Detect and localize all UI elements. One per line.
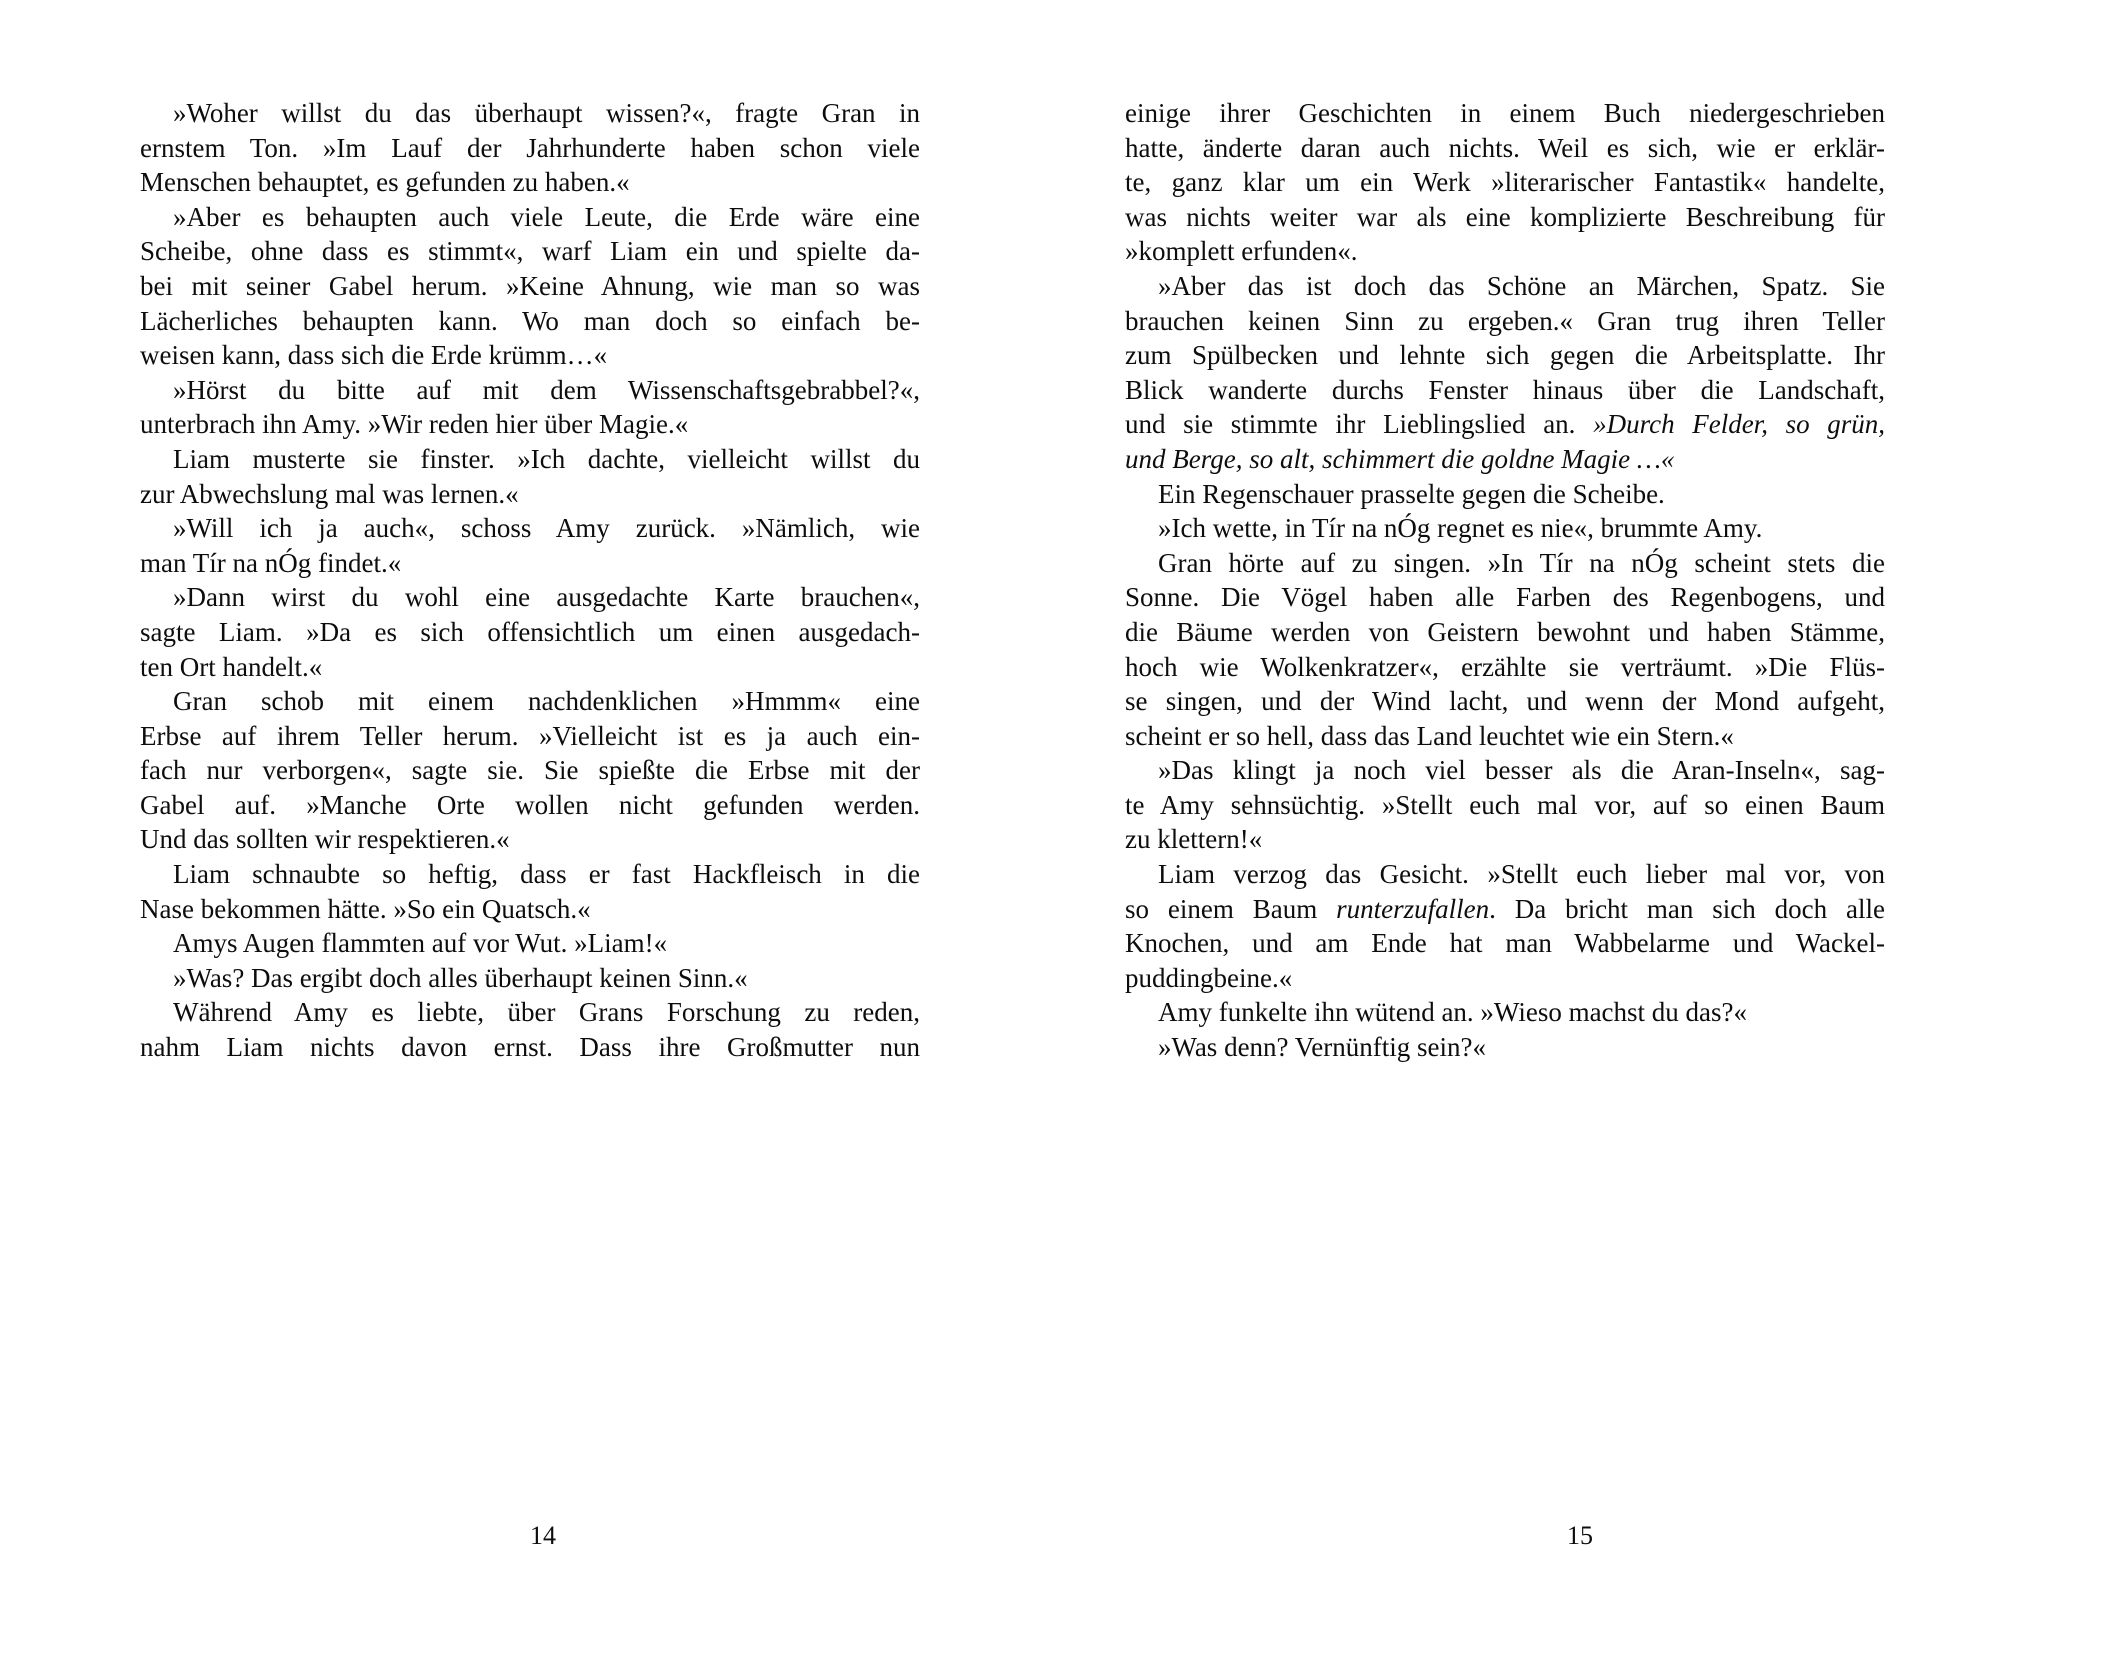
text-line: [140, 407, 920, 442]
text-segment: »Aber das ist doch das Schöne an Märchen, Spatz. Sie: [1158, 270, 1885, 301]
text-line: [140, 304, 920, 339]
text-line: [140, 753, 920, 788]
page-15-text: [1125, 96, 1885, 1065]
text-segment: zum Spülbecken und lehnte sich gegen die Arbeitsplatte. Ihr: [1125, 340, 1885, 371]
text-segment: Ein Regenschauer prasselte gegen die Scheibe.: [1158, 478, 1665, 509]
text-line: [140, 857, 920, 892]
text-segment: Blick wanderte durchs Fenster hinaus über die Landschaft,: [1125, 374, 1885, 405]
text-line: [140, 892, 920, 927]
text-segment: sagte Liam. »Da es sich offensichtlich um einen ausgedach-: [140, 616, 920, 647]
text-segment: Liam musterte sie finster. »Ich dachte, vielleicht willst du: [173, 443, 920, 474]
text-segment: »Hörst du bitte auf mit dem Wissenschaftsgebrabbel?«,: [173, 374, 920, 405]
page-number-14: 14: [530, 1521, 556, 1550]
text-line: [140, 650, 920, 685]
text-line: [1125, 511, 1885, 546]
text-line: [1125, 131, 1885, 166]
text-line: [1125, 753, 1885, 788]
text-segment: Lächerliches behaupten kann. Wo man doch so einfach be-: [140, 305, 920, 336]
text-line: [1125, 857, 1885, 892]
text-segment: Knochen, und am Ende hat man Wabbelarme und Wackel-: [1125, 928, 1885, 959]
text-line: [1125, 200, 1885, 235]
text-segment: »Aber es behaupten auch viele Leute, die Erde wäre eine: [173, 201, 920, 232]
text-segment: brauchen keinen Sinn zu ergeben.« Gran trug ihren Teller: [1125, 305, 1885, 336]
text-line: [140, 96, 920, 131]
text-line: [140, 684, 920, 719]
text-line: [1125, 788, 1885, 823]
text-line: [140, 477, 920, 512]
text-line: [140, 1030, 920, 1065]
text-line: [140, 788, 920, 823]
text-line: [140, 234, 920, 269]
text-segment: einige ihrer Geschichten in einem Buch niedergeschrieben: [1125, 98, 1885, 128]
text-line: [1125, 407, 1885, 442]
text-line: [1125, 269, 1885, 304]
text-line: [1125, 477, 1885, 512]
text-segment: »komplett erfunden«.: [1125, 236, 1358, 267]
text-line: [140, 926, 920, 961]
text-segment: »Ich wette, in Tír na nÓg regnet es nie«, brummte Amy.: [1158, 513, 1763, 544]
text-segment: Amy funkelte ihn wütend an. »Wieso machst du das?«: [1158, 997, 1748, 1028]
text-line: [140, 615, 920, 650]
text-segment: hoch wie Wolkenkratzer«, erzählte sie verträumt. »Die Flüs-: [1125, 651, 1885, 682]
text-segment: Amys Augen flammten auf vor Wut. »Liam!«: [173, 928, 668, 959]
text-segment: was nichts weiter war als eine komplizierte Beschreibung für: [1125, 201, 1885, 232]
text-line: [140, 131, 920, 166]
text-segment: hatte, änderte daran auch nichts. Weil es sich, wie er erklär-: [1125, 132, 1885, 163]
text-segment: Gran hörte auf zu singen. »In Tír na nÓg scheint stets die: [1158, 547, 1885, 578]
text-segment: . Da bricht man sich doch alle: [1489, 893, 1885, 924]
page-number-15: 15: [1567, 1521, 1593, 1550]
text-segment: Liam schnaubte so heftig, dass er fast Hackfleisch in die: [173, 859, 920, 890]
text-line: [1125, 373, 1885, 408]
text-segment: Scheibe, ohne dass es stimmt«, warf Liam ein und spielte da-: [140, 236, 920, 267]
text-segment: »Woher willst du das überhaupt wissen?«, fragte Gran in: [173, 98, 920, 128]
text-segment: ernstem Ton. »Im Lauf der Jahrhunderte haben schon viele: [140, 132, 920, 163]
text-segment: Nase bekommen hätte. »So ein Quatsch.«: [140, 893, 591, 924]
text-segment: puddingbeine.«: [1125, 962, 1293, 993]
text-line: [1125, 995, 1885, 1030]
text-segment: Und das sollten wir respektieren.«: [140, 824, 510, 855]
text-segment: te, ganz klar um ein Werk »literarischer Fantastik« handelte,: [1125, 167, 1885, 198]
page-14-text: [140, 96, 920, 1065]
text-segment: und sie stimmte ihr Lieblingslied an.: [1125, 409, 1594, 440]
text-line: [140, 719, 920, 754]
text-segment: die Bäume werden von Geistern bewohnt und haben Stämme,: [1125, 616, 1885, 647]
text-segment: Gran schob mit einem nachdenklichen »Hmmm« eine: [173, 686, 920, 717]
text-segment: Erbse auf ihrem Teller herum. »Vielleicht ist es ja auch ein-: [140, 720, 920, 751]
text-line: [1125, 338, 1885, 373]
text-line: [1125, 1030, 1885, 1065]
text-line: [1125, 442, 1885, 477]
text-segment: zu klettern!«: [1125, 824, 1263, 855]
italic-text-segment: und Berge, so alt, schimmert die goldne Magie …«: [1125, 443, 1675, 474]
text-line: [140, 442, 920, 477]
text-segment: Liam verzog das Gesicht. »Stellt euch lieber mal vor, von: [1158, 859, 1885, 890]
italic-text-segment: runterzufallen: [1336, 893, 1490, 924]
text-segment: unterbrach ihn Amy. »Wir reden hier über Magie.«: [140, 409, 689, 440]
text-line: [140, 546, 920, 581]
text-line: [1125, 719, 1885, 754]
text-segment: fach nur verborgen«, sagte sie. Sie spießte die Erbse mit der: [140, 755, 920, 786]
text-segment: so einem Baum: [1125, 893, 1337, 924]
text-segment: te Amy sehnsüchtig. »Stellt euch mal vor, auf so einen Baum: [1125, 789, 1885, 820]
text-line: [1125, 926, 1885, 961]
italic-text-segment: »Durch Felder, so grün,: [1593, 409, 1885, 440]
text-segment: Gabel auf. »Manche Orte wollen nicht gefunden werden.: [140, 789, 920, 820]
text-line: [140, 200, 920, 235]
text-segment: scheint er so hell, dass das Land leuchtet wie ein Stern.«: [1125, 720, 1734, 751]
text-segment: »Dann wirst du wohl eine ausgedachte Karte brauchen«,: [173, 582, 920, 613]
text-line: [140, 580, 920, 615]
text-line: [1125, 96, 1885, 131]
text-segment: »Das klingt ja noch viel besser als die Aran-Inseln«, sag-: [1158, 755, 1885, 786]
text-line: [1125, 615, 1885, 650]
text-segment: Während Amy es liebte, über Grans Forschung zu reden,: [173, 997, 920, 1028]
text-segment: Sonne. Die Vögel haben alle Farben des Regenbogens, und: [1125, 582, 1885, 613]
text-line: [140, 165, 920, 200]
text-segment: zur Abwechslung mal was lernen.«: [140, 478, 519, 509]
text-line: [140, 338, 920, 373]
text-line: [1125, 961, 1885, 996]
text-segment: »Was? Das ergibt doch alles überhaupt keinen Sinn.«: [173, 962, 748, 993]
text-segment: man Tír na nÓg findet.«: [140, 547, 402, 578]
text-segment: weisen kann, dass sich die Erde krümm…«: [140, 340, 608, 371]
text-line: [1125, 892, 1885, 927]
text-segment: se singen, und der Wind lacht, und wenn der Mond aufgeht,: [1125, 686, 1885, 717]
text-segment: »Will ich ja auch«, schoss Amy zurück. »Nämlich, wie: [173, 513, 920, 544]
text-line: [140, 373, 920, 408]
text-line: [1125, 684, 1885, 719]
text-line: [1125, 822, 1885, 857]
text-line: [1125, 304, 1885, 339]
text-segment: »Was denn? Vernünftig sein?«: [1158, 1032, 1486, 1063]
text-segment: ten Ort handelt.«: [140, 651, 323, 682]
text-line: [140, 961, 920, 996]
text-segment: Menschen behauptet, es gefunden zu haben.«: [140, 167, 630, 198]
text-line: [1125, 165, 1885, 200]
text-line: [1125, 234, 1885, 269]
text-line: [140, 822, 920, 857]
text-segment: bei mit seiner Gabel herum. »Keine Ahnung, wie man so was: [140, 270, 920, 301]
text-line: [140, 269, 920, 304]
text-segment: nahm Liam nichts davon ernst. Dass ihre Großmutter nun: [140, 1032, 920, 1063]
text-line: [140, 995, 920, 1030]
text-line: [1125, 580, 1885, 615]
text-line: [1125, 546, 1885, 581]
text-line: [140, 511, 920, 546]
text-line: [1125, 650, 1885, 685]
